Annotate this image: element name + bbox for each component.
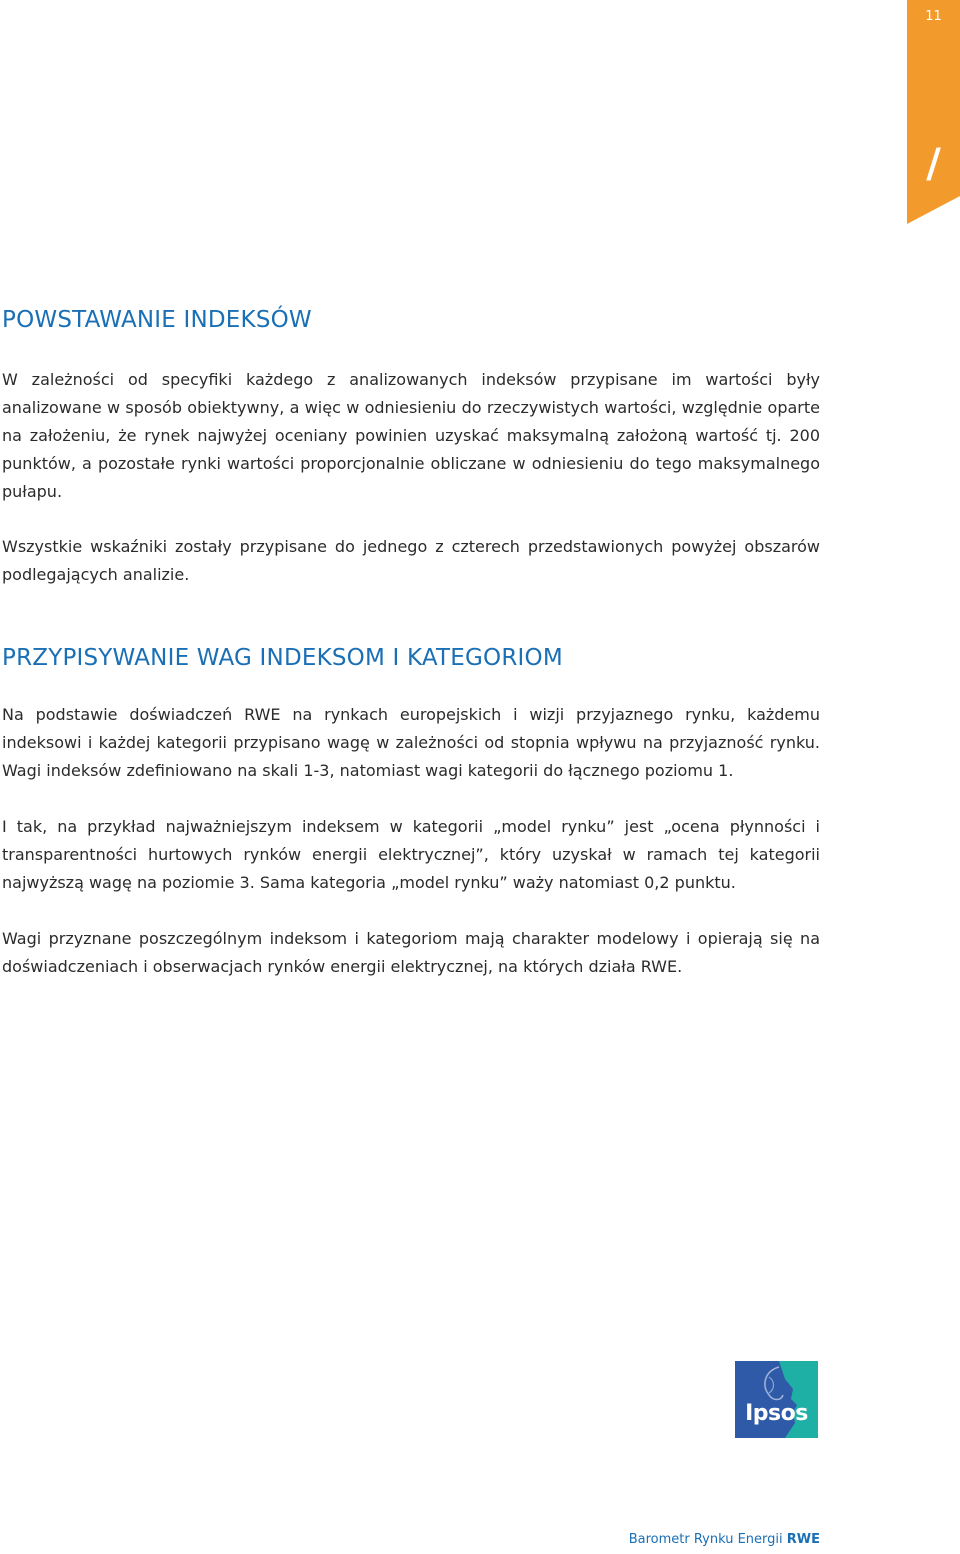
page-tab-shape: [907, 0, 960, 224]
paragraph-weights-basis: Na podstawie doświadczeń RWE na rynkach europejskich i wizji przyjaznego rynku, każdemu indeksowi i każdej kategorii przypisano wagę w zależności od stopnia wpływu na przyjazność rynku. Wagi indeksów zdefiniowano na skali 1-3, natomiast wagi kategorii do łącznego poziomu 1.: [2, 705, 820, 780]
page-tab: [907, 0, 960, 224]
section-title-weights: PRZYPISYWANIE WAG INDEKSOM I KATEGORIOM: [2, 645, 563, 671]
paragraph-weights-example: I tak, na przykład najważniejszym indeksem w kategorii „model rynku” jest „ocena płynności i transparentności hurtowych rynków energii elektrycznej”, który uzyskał w ramach tej kategorii najwyższą wagę na poziomie 3. Sama kategoria „model rynku” waży natomiast 0,2 punktu.: [2, 817, 820, 892]
page-number: 11: [925, 9, 942, 24]
footer-brand: RWE: [786, 1532, 820, 1547]
section-title-indexes: POWSTAWANIE INDEKSÓW: [2, 307, 312, 333]
ipsos-logo: [735, 1361, 818, 1438]
footer-text: Barometr Rynku Energii: [628, 1532, 783, 1547]
footer: [629, 1532, 820, 1548]
paragraph-indicators: Wszystkie wskaźniki zostały przypisane do jednego z czterech przedstawionych powyżej obszarów podlegających analizie.: [2, 537, 820, 584]
paragraph-weights-model: Wagi przyznane poszczególnym indeksom i kategoriom mają charakter modelowy i opierają się na doświadczeniach i obserwacjach rynków energii elektrycznej, na których działa RWE.: [2, 929, 820, 976]
paragraph-index-creation: W zależności od specyfiki każdego z analizowanych indeksów przypisane im wartości były analizowane w sposób obiektywny, a więc w odniesieniu do rzeczywistych wartości, względnie oparte na założeniu, że rynek najwyżej oceniany powinien uzyskać maksymalną założoną wartość tj. 200 punktów, a pozostałe rynki wartości proporcjonalnie obliczane w odniesieniu do tego maksymalnego pułapu.: [2, 370, 820, 501]
ipsos-logo-text: Ipsos: [745, 1401, 808, 1426]
slash-icon: /: [926, 141, 941, 187]
